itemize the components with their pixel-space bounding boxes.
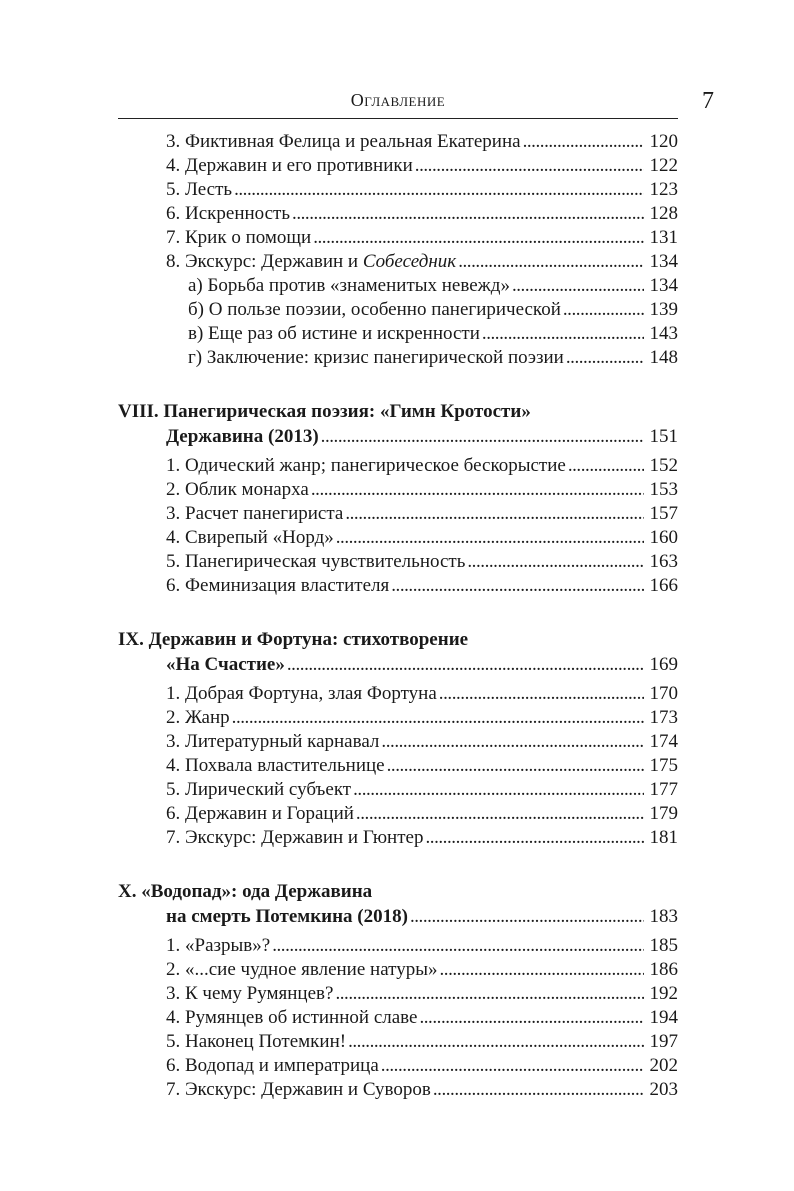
entry-page: 122 (649, 155, 678, 176)
toc-entry[interactable] (118, 802, 678, 826)
toc-entry[interactable] (118, 250, 678, 274)
entry-title: в) Еще раз об истине и искренности (188, 323, 480, 344)
entry-page: 194 (649, 1007, 678, 1028)
entry-page: 157 (649, 503, 678, 524)
chapter-heading[interactable] (118, 880, 678, 930)
running-head (118, 88, 678, 118)
entry-page: 163 (649, 551, 678, 572)
chapter-title-line1: X. «Водопад»: ода Державина (118, 881, 373, 902)
toc-entry[interactable] (118, 1078, 678, 1102)
entry-page: 120 (649, 131, 678, 152)
table-of-contents (118, 130, 678, 1102)
toc-entry[interactable] (118, 778, 678, 802)
toc-entry[interactable] (118, 958, 678, 982)
entry-title: 6. Искренность (166, 203, 291, 224)
dot-leader (381, 1054, 644, 1078)
dot-leader (287, 652, 644, 678)
entry-title: 4. Похвала властительнице (166, 755, 385, 776)
entry-page: 148 (649, 347, 678, 368)
entry-page: 197 (649, 1031, 678, 1052)
dot-leader (335, 982, 644, 1006)
dot-leader (313, 226, 644, 250)
entry-title: 2. Облик монарха (166, 479, 309, 500)
toc-entry[interactable] (118, 478, 678, 502)
dot-leader (234, 178, 644, 202)
chapter-title-line1: IX. Державин и Фортуна: стихотворение (118, 629, 469, 650)
entry-title: 7. Крик о помощи (166, 227, 312, 248)
entry-title: а) Борьба против «знаменитых невежд» (188, 275, 510, 296)
chapter-page: 183 (649, 906, 678, 927)
toc-entry[interactable] (118, 754, 678, 778)
entry-page: 202 (649, 1055, 678, 1076)
toc-entry[interactable] (118, 1054, 678, 1078)
toc-entry[interactable] (118, 454, 678, 478)
entry-title: 1. «Разрыв»? (166, 935, 271, 956)
entry-page: 128 (649, 203, 678, 224)
toc-entry[interactable] (118, 1006, 678, 1030)
entry-page: 174 (649, 731, 678, 752)
entry-page: 173 (649, 707, 678, 728)
dot-leader (415, 154, 644, 178)
toc-entry[interactable] (118, 130, 678, 154)
entry-title: 5. Лесть (166, 179, 233, 200)
chapter-title-line2 (118, 424, 678, 450)
chapter-page: 151 (649, 426, 678, 447)
entry-page: 185 (649, 935, 678, 956)
entry-title: 3. К чему Румянцев? (166, 983, 334, 1004)
toc-entry[interactable] (118, 154, 678, 178)
toc-subentry[interactable] (118, 322, 678, 346)
entry-page: 181 (649, 827, 678, 848)
toc-entry[interactable] (118, 730, 678, 754)
entry-title: 4. Румянцев об истинной славе (166, 1007, 418, 1028)
entry-title: б) О пользе поэзии, особенно панегирической (188, 299, 561, 320)
entry-page: 134 (649, 275, 678, 296)
entry-page: 166 (649, 575, 678, 596)
dot-leader (391, 574, 644, 598)
toc-entry[interactable] (118, 178, 678, 202)
entry-title: 6. Водопад и императрица (166, 1055, 379, 1076)
entry-title: 3. Литературный карнавал (166, 731, 380, 752)
chapter-title-line2 (118, 904, 678, 930)
running-title: Оглавление (350, 90, 446, 110)
chapter-title-line2 (118, 652, 678, 678)
toc-subentry[interactable] (118, 298, 678, 322)
entry-page: 143 (649, 323, 678, 344)
dot-leader (381, 730, 644, 754)
entry-title: 1. Одический жанр; панегирическое бескорыстие (166, 455, 566, 476)
dot-leader (563, 298, 644, 322)
dot-leader (439, 958, 644, 982)
entry-title: 5. Наконец Потемкин! (166, 1031, 347, 1052)
entry-title-italic: Собеседник (362, 251, 457, 272)
dot-leader (321, 424, 644, 450)
entry-title: 6. Державин и Гораций (166, 803, 354, 824)
chapter-heading[interactable] (118, 628, 678, 678)
toc-entry[interactable] (118, 682, 678, 706)
toc-entry[interactable] (118, 982, 678, 1006)
entry-title: 6. Феминизация властителя (166, 575, 390, 596)
entry-page: 153 (649, 479, 678, 500)
toc-subentry[interactable] (118, 274, 678, 298)
entry-page: 170 (649, 683, 678, 704)
dot-leader (458, 250, 644, 274)
dot-leader (410, 904, 644, 930)
dot-leader (425, 826, 644, 850)
chapter-title-cont: Державина (2013) (166, 426, 319, 447)
entry-title: 4. Свирепый «Норд» (166, 527, 334, 548)
entry-title: 3. Фиктивная Фелица и реальная Екатерина (166, 131, 521, 152)
entry-title: 1. Добрая Фортуна, злая Фортуна (166, 683, 437, 704)
entry-page: 152 (649, 455, 678, 476)
toc-entry[interactable] (118, 574, 678, 598)
dot-leader (272, 934, 644, 958)
entry-title: 2. «...сие чудное явление натуры» (166, 959, 438, 980)
dot-leader (568, 454, 644, 478)
dot-leader (467, 550, 644, 574)
dot-leader (353, 778, 644, 802)
entry-page: 177 (649, 779, 678, 800)
entry-page: 192 (649, 983, 678, 1004)
entry-title: 7. Экскурс: Державин и Гюнтер (166, 827, 424, 848)
entry-page: 186 (649, 959, 678, 980)
dot-leader (232, 706, 644, 730)
chapter-title-cont: на смерть Потемкина (2018) (166, 906, 408, 927)
dot-leader (311, 478, 644, 502)
toc-entry[interactable] (118, 550, 678, 574)
dot-leader (348, 1030, 644, 1054)
entry-page: 203 (649, 1079, 678, 1100)
entry-page: 175 (649, 755, 678, 776)
dot-leader (433, 1078, 644, 1102)
dot-leader (482, 322, 644, 346)
dot-leader (336, 526, 644, 550)
entry-page: 139 (649, 299, 678, 320)
entry-page: 160 (649, 527, 678, 548)
dot-leader (356, 802, 644, 826)
toc-subentry[interactable] (118, 346, 678, 370)
dot-leader (387, 754, 644, 778)
chapter-title-cont: «На Счастие» (166, 654, 285, 675)
dot-leader (512, 274, 644, 298)
entry-title: 5. Лирический субъект (166, 779, 352, 800)
entry-title: 8. Экскурс: Державин и Собеседник (166, 251, 457, 272)
chapter-heading[interactable] (118, 400, 678, 450)
dot-leader (292, 202, 644, 226)
header-rule (118, 118, 678, 119)
dot-leader (566, 346, 644, 370)
toc-entry[interactable] (118, 934, 678, 958)
entry-title: 7. Экскурс: Державин и Суворов (166, 1079, 431, 1100)
toc-entry[interactable] (118, 526, 678, 550)
toc-entry[interactable] (118, 202, 678, 226)
entry-title: 4. Державин и его противники (166, 155, 413, 176)
toc-entry[interactable] (118, 1030, 678, 1054)
dot-leader (345, 502, 644, 526)
entry-page: 179 (649, 803, 678, 824)
dot-leader (523, 130, 644, 154)
toc-entry[interactable] (118, 826, 678, 850)
dot-leader (439, 682, 644, 706)
entry-page: 131 (649, 227, 678, 248)
entry-title: 5. Панегирическая чувствительность (166, 551, 466, 572)
toc-entry[interactable] (118, 502, 678, 526)
entry-title: г) Заключение: кризис панегирической поэзии (188, 347, 564, 368)
dot-leader (419, 1006, 644, 1030)
entry-page: 134 (649, 251, 678, 272)
chapter-page: 169 (649, 654, 678, 675)
chapter-title-line1: VIII. Панегирическая поэзия: «Гимн Кротости» (118, 401, 531, 422)
toc-entry[interactable] (118, 706, 678, 730)
toc-entry[interactable] (118, 226, 678, 250)
entry-title: 2. Жанр (166, 707, 230, 728)
entry-page: 123 (649, 179, 678, 200)
entry-title: 3. Расчет панегириста (166, 503, 344, 524)
page-number: 7 (702, 88, 714, 114)
